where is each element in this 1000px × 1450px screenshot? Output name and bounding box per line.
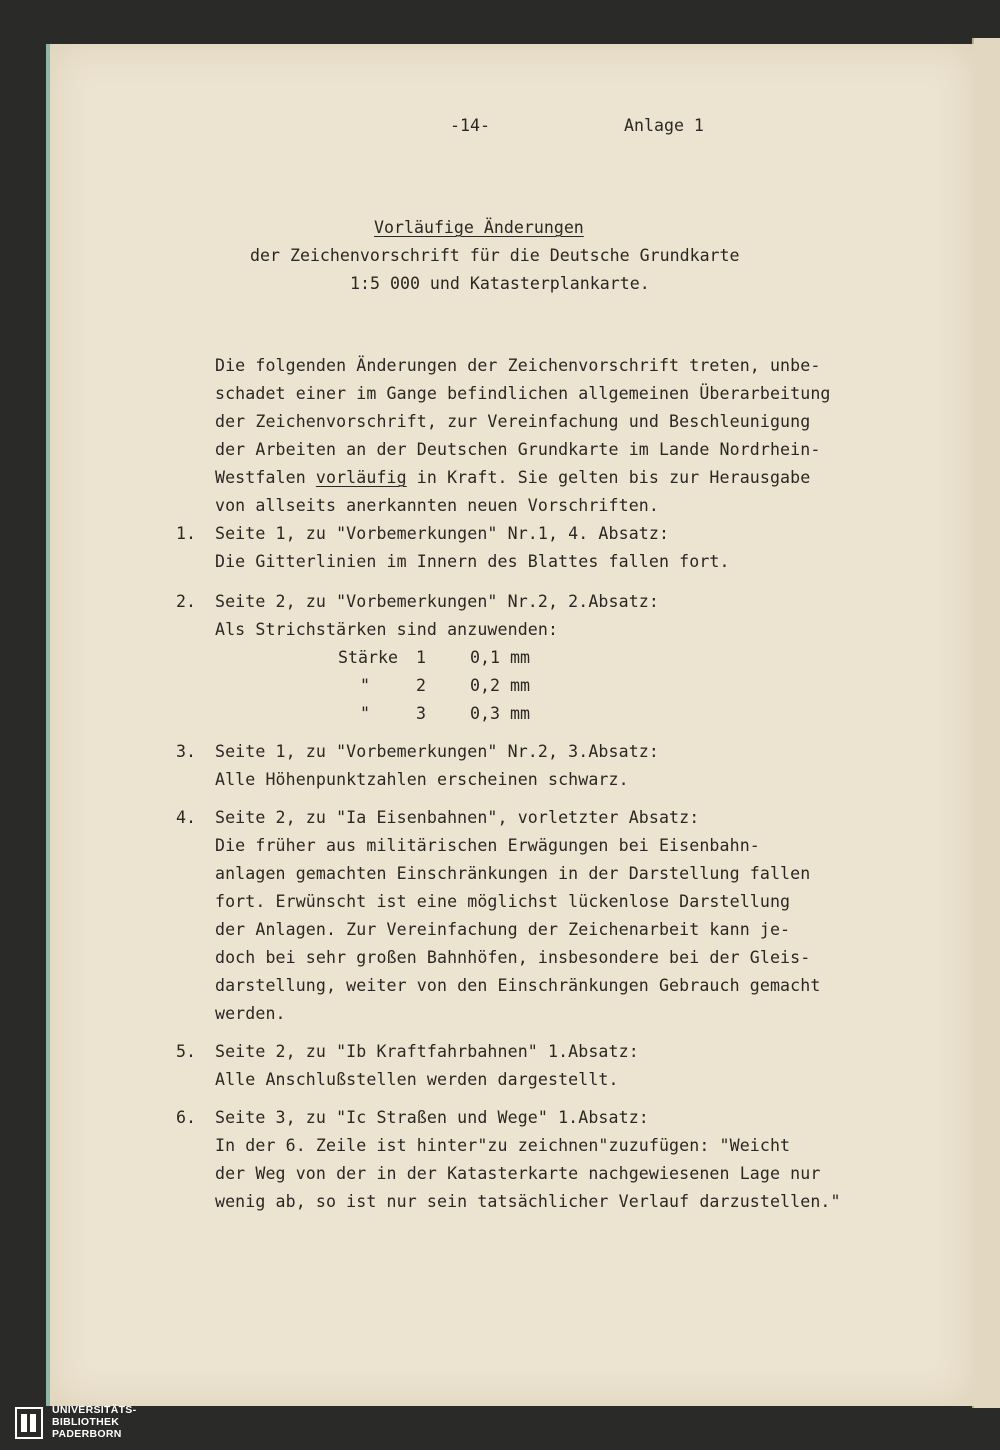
intro-text: in Kraft. Sie gelten bis zur Herausgabe bbox=[406, 468, 811, 487]
library-emblem-icon bbox=[14, 1404, 44, 1444]
adjacent-page-edge bbox=[972, 38, 1000, 1408]
item-number: 4. bbox=[176, 808, 196, 827]
table-label: " bbox=[360, 704, 370, 723]
table-label: Stärke bbox=[338, 648, 398, 667]
item-line: fort. Erwünscht ist eine möglichst lückenlose Darstellung bbox=[215, 892, 791, 911]
table-value: 0,2 mm bbox=[470, 676, 530, 695]
document-page bbox=[46, 44, 974, 1406]
intro-line bbox=[215, 468, 810, 488]
item-line: darstellung, weiter von den Einschränkungen Gebrauch gemacht bbox=[215, 976, 821, 995]
library-name-line: BIBLIOTHEK bbox=[52, 1416, 120, 1428]
item-line: der Weg von der in der Katasterkarte nachgewiesenen Lage nur bbox=[215, 1164, 821, 1183]
item-line: doch bei sehr großen Bahnhöfen, insbesondere bei der Gleis- bbox=[215, 948, 811, 967]
library-name-line: UNIVERSITÄTS- bbox=[52, 1404, 137, 1416]
table-number: 2 bbox=[416, 676, 426, 695]
item-line: anlagen gemachten Einschränkungen in der Darstellung fallen bbox=[215, 864, 811, 883]
intro-line: Die folgenden Änderungen der Zeichenvorschrift treten, unbe- bbox=[215, 356, 821, 375]
item-line: Alle Höhenpunktzahlen erscheinen schwarz. bbox=[215, 770, 629, 789]
intro-line: der Arbeiten an der Deutschen Grundkarte im Lande Nordrhein- bbox=[215, 440, 821, 459]
item-line: In der 6. Zeile ist hinter"zu zeichnen"zuzufügen: "Weicht bbox=[215, 1136, 791, 1155]
item-line: werden. bbox=[215, 1004, 286, 1023]
intro-text: Westfalen bbox=[215, 468, 316, 487]
page-number: -14- bbox=[450, 116, 490, 135]
item-line: Seite 2, zu "Vorbemerkungen" Nr.2, 2.Absatz: bbox=[215, 592, 659, 611]
library-name-line: PADERBORN bbox=[52, 1428, 122, 1440]
item-line: Seite 3, zu "Ic Straßen und Wege" 1.Absatz: bbox=[215, 1108, 649, 1127]
library-logo bbox=[0, 1400, 160, 1450]
item-line: Seite 1, zu "Vorbemerkungen" Nr.2, 3.Absatz: bbox=[215, 742, 659, 761]
intro-line: der Zeichenvorschrift, zur Vereinfachung und Beschleunigung bbox=[215, 412, 811, 431]
item-line: Alle Anschlußstellen werden dargestellt. bbox=[215, 1070, 619, 1089]
item-number: 6. bbox=[176, 1108, 196, 1127]
item-line: Seite 1, zu "Vorbemerkungen" Nr.1, 4. Absatz: bbox=[215, 524, 670, 543]
underlined-word: vorläufig bbox=[315, 468, 407, 487]
item-line: der Anlagen. Zur Vereinfachung der Zeichenarbeit kann je- bbox=[215, 920, 791, 939]
table-value: 0,3 mm bbox=[470, 704, 530, 723]
table-number: 1 bbox=[416, 648, 426, 667]
table-label: " bbox=[360, 676, 370, 695]
doc-subtitle-1: der Zeichenvorschrift für die Deutsche Grundkarte bbox=[250, 246, 740, 265]
annex-label: Anlage 1 bbox=[624, 116, 704, 135]
intro-line: von allseits anerkannten neuen Vorschriften. bbox=[215, 496, 659, 515]
item-number: 5. bbox=[176, 1042, 196, 1061]
item-number: 1. bbox=[176, 524, 196, 543]
item-line: Als Strichstärken sind anzuwenden: bbox=[215, 620, 559, 639]
item-line: Seite 2, zu "Ia Eisenbahnen", vorletzter Absatz: bbox=[215, 808, 700, 827]
item-number: 3. bbox=[176, 742, 196, 761]
item-number: 2. bbox=[176, 592, 196, 611]
doc-title: Vorläufige Änderungen bbox=[374, 218, 584, 237]
item-line: Die Gitterlinien im Innern des Blattes fallen fort. bbox=[215, 552, 730, 571]
doc-subtitle-2: 1:5 000 und Katasterplankarte. bbox=[350, 274, 650, 293]
item-line: Die früher aus militärischen Erwägungen bei Eisenbahn- bbox=[215, 836, 760, 855]
item-line: wenig ab, so ist nur sein tatsächlicher Verlauf darzustellen." bbox=[215, 1192, 841, 1211]
item-line: Seite 2, zu "Ib Kraftfahrbahnen" 1.Absatz: bbox=[215, 1042, 639, 1061]
intro-line: schadet einer im Gange befindlichen allgemeinen Überarbeitung bbox=[215, 384, 831, 403]
library-name bbox=[52, 1404, 136, 1440]
table-number: 3 bbox=[416, 704, 426, 723]
table-value: 0,1 mm bbox=[470, 648, 530, 667]
